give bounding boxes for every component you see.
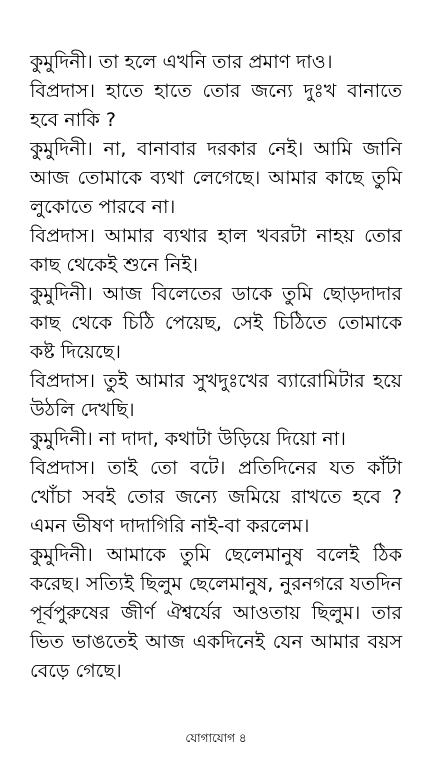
paragraph-9: কুমুদিনী। আমাকে তুমি ছেলেমানুষ বলেই ঠিক করেছ। সত্যিই ছিলুম ছেলেমানুষ, নুরনগরে যতদিন পূর্বপুরুষের জীর্ণ ঐশ্বর্যের আওতায় ছিলুম। তার ভিত ভাঙতেই আজ একদিনেই যেন আমার বয়স বেড়ে গেছে।: [30, 544, 402, 682]
page-text: [30, 48, 402, 686]
paragraph-3: কুমুদিনী। না, বানাবার দরকার নেই। আমি জানি আজ তোমাকে ব্যথা লেগেছে। আমার কাছে তুমি লুকোতে পারবে না।: [30, 138, 402, 218]
page-footer: যোগাযোগ ৪: [185, 731, 247, 745]
paragraph-4: বিপ্রদাস। আমার ব্যথার হাল খবরটা নাহয় তোর কাছ থেকেই শুনে নিই।: [30, 225, 402, 276]
paragraph-1: কুমুদিনী। তা হলে এখনি তার প্রমাণ দাও।: [30, 51, 333, 73]
paragraph-2: বিপ্রদাস। হাতে হাতে তোর জন্যে দুঃখ বানাতে হবে নাকি ?: [30, 80, 402, 131]
paragraph-6: বিপ্রদাস। তুই আমার সুখদুঃখের ব্যারোমিটার হয়ে উঠলি দেখছি।: [30, 370, 402, 421]
paragraph-5: কুমুদিনী। আজ বিলেতের ডাকে তুমি ছোড়দাদার কাছ থেকে চিঠি পেয়েছ, সেই চিঠিতে তোমাকে কষ্ট দিয়েছে।: [30, 283, 402, 363]
paragraph-7: কুমুদিনী। না দাদা, কথাটা উড়িয়ে দিয়ো না।: [30, 428, 346, 450]
paragraph-8: বিপ্রদাস। তাই তো বটে। প্রতিদিনের যত কাঁটা খোঁচা সবই তোর জন্যে জমিয়ে রাখতে হবে ? এমন ভীষণ দাদাগিরি নাই-বা করলেম।: [30, 457, 402, 537]
